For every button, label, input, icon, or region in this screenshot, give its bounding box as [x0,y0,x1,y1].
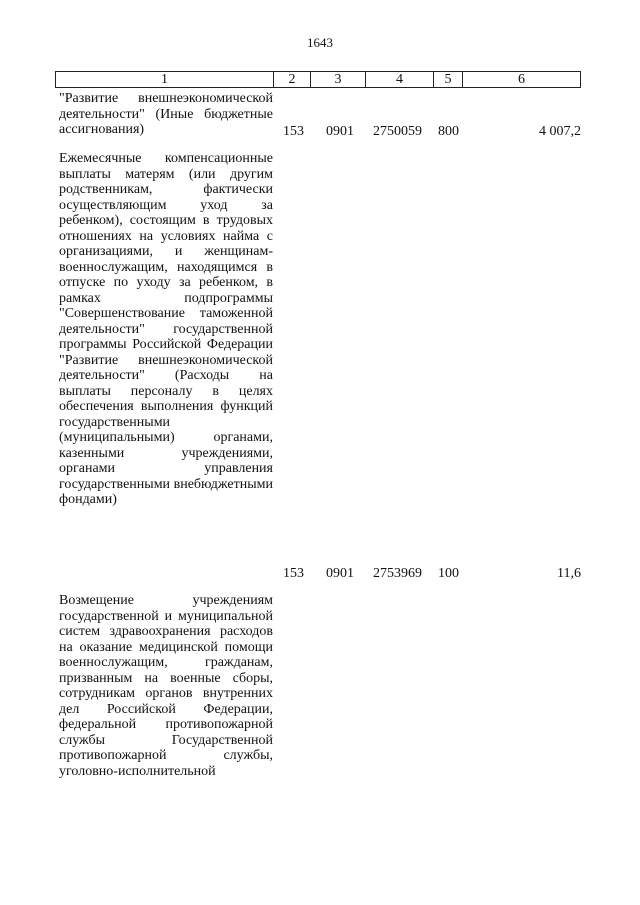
row-2-amount: 11,6 [557,566,581,581]
header-col-4: 4 [366,72,434,87]
row-2-admin: 153 [283,566,304,581]
header-col-1: 1 [56,72,274,87]
row-3-description: Возмещение учреждениям государственной и муниципальной систем здравоохранения расходов на оказание медицинской помощи военнослужащим, гражданам, призванным на военные сборы, сотрудникам органов внутренних дел Российской Федерации, федеральной противопожарной службы Государственной противопожарной службы, уголовно-исполнительной [59,593,273,779]
row-2-target: 2753969 [373,566,422,581]
row-1-admin: 153 [283,124,304,139]
header-col-2: 2 [274,72,311,87]
row-1-description: "Развитие внешнеэкономической деятельности" (Иные бюджетные ассигнования) [59,91,273,137]
header-col-5: 5 [434,72,463,87]
table-header-row [55,71,581,88]
row-1-amount: 4 007,2 [539,124,581,139]
header-col-6: 6 [518,72,525,87]
page-number: 1643 [307,35,333,50]
row-2-section: 0901 [326,566,354,581]
row-1-target: 2750059 [373,124,422,139]
row-2-type: 100 [438,566,459,581]
header-col-3: 3 [311,72,366,87]
row-1-values [0,124,640,140]
row-2-description: Ежемесячные компенсационные выплаты матерям (или другим родственникам, фактически осуществляющим уход за ребенком), состоящим в трудовых отношениях на условиях найма с организациями, и женщинам-военнослужащим, находящимся в отпуске по уходу за ребенком, в рамках подпрограммы "Совершенствование таможенной деятельности" государственной программы Российской Федерации "Развитие внешнеэкономической деятельности" (Расходы на выплаты персоналу в целях обеспечения выполнения функций государственными (муниципальными) органами, казенными учреждениями, органами управления государственными внебюджетными фондами) [59,151,273,507]
row-1-type: 800 [438,124,459,139]
row-1-section: 0901 [326,124,354,139]
row-2-values [0,566,640,582]
